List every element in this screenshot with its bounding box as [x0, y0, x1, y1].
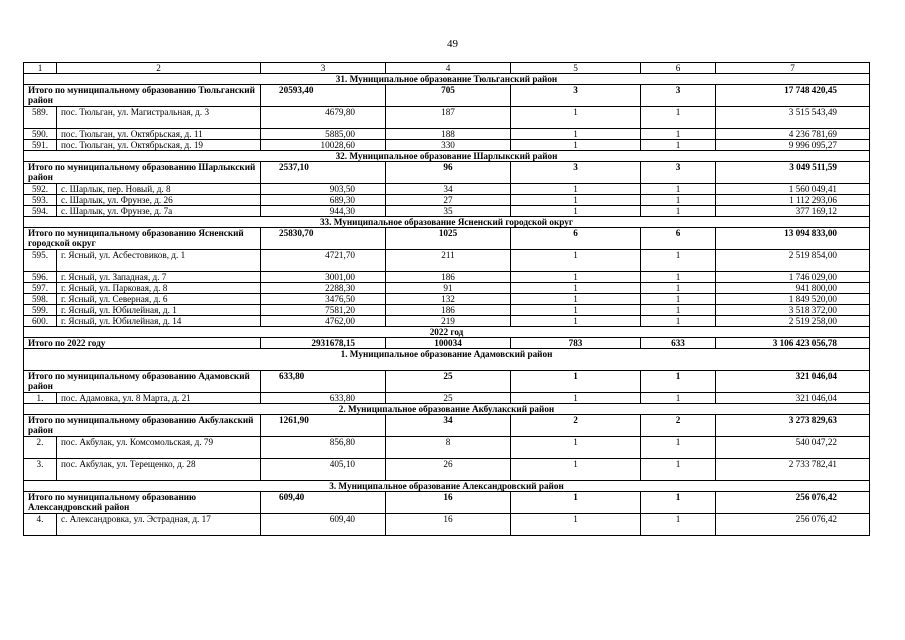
address-cell: г. Ясный, ул. Асбестовиков, д. 1 — [57, 250, 261, 272]
section-header-row — [24, 349, 870, 371]
row-number: 1. — [24, 393, 57, 404]
houses-cell: 1 — [511, 492, 641, 514]
table-row — [24, 294, 870, 305]
residents-cell: 100034 — [386, 338, 511, 349]
row-number: 597. — [24, 283, 57, 294]
area-cell: 689,30 — [261, 195, 386, 206]
table-row — [24, 459, 870, 481]
count-cell: 1 — [641, 250, 716, 272]
houses-cell: 1 — [511, 272, 641, 283]
cost-cell: 540 047,22 — [716, 437, 870, 459]
total-label: Итого по муниципальному образованию Адамовский район — [24, 371, 261, 393]
area-cell: 3476,50 — [261, 294, 386, 305]
count-cell: 1 — [641, 272, 716, 283]
count-cell: 6 — [641, 228, 716, 250]
houses-cell: 1 — [511, 459, 641, 481]
area-cell: 4721,70 — [261, 250, 386, 272]
houses-cell: 3 — [511, 85, 641, 107]
houses-cell: 1 — [511, 393, 641, 404]
row-number: 591. — [24, 140, 57, 151]
column-header: 6 — [641, 63, 716, 74]
table-row — [24, 272, 870, 283]
section-header-row — [24, 151, 870, 162]
residents-cell: 34 — [386, 415, 511, 437]
cost-cell: 2 519 854,00 — [716, 250, 870, 272]
subtotal-row — [24, 162, 870, 184]
cost-cell: 3 515 543,49 — [716, 107, 870, 129]
area-cell: 405,10 — [261, 459, 386, 481]
row-number: 600. — [24, 316, 57, 327]
residents-cell: 25 — [386, 393, 511, 404]
residents-cell: 187 — [386, 107, 511, 129]
column-header: 2 — [57, 63, 261, 74]
column-header: 4 — [386, 63, 511, 74]
cost-cell: 2 519 258,00 — [716, 316, 870, 327]
table-row — [24, 316, 870, 327]
table-row — [24, 250, 870, 272]
houses-cell: 2 — [511, 415, 641, 437]
section-header-row — [24, 74, 870, 85]
residents-cell: 705 — [386, 85, 511, 107]
table-row — [24, 129, 870, 140]
residents-cell: 16 — [386, 514, 511, 536]
cost-cell: 321 046,04 — [716, 371, 870, 393]
area-cell: 609,40 — [261, 514, 386, 536]
houses-cell: 1 — [511, 184, 641, 195]
count-cell: 1 — [641, 492, 716, 514]
houses-cell: 1 — [511, 294, 641, 305]
residents-cell: 186 — [386, 305, 511, 316]
area-cell: 1261,90 — [261, 415, 386, 437]
year-title: 2022 год — [24, 327, 870, 338]
address-cell: пос. Акбулак, ул. Терещенко, д. 28 — [57, 459, 261, 481]
total-label: Итого по муниципальному образованию Тюльганский район — [24, 85, 261, 107]
table-row — [24, 514, 870, 536]
subtotal-row — [24, 371, 870, 393]
houses-cell: 1 — [511, 316, 641, 327]
grand-total-row — [24, 338, 870, 349]
residents-cell: 27 — [386, 195, 511, 206]
year-header-row — [24, 327, 870, 338]
table-row — [24, 305, 870, 316]
section-title: 31. Муниципальное образование Тюльганский район — [24, 74, 870, 85]
cost-cell: 3 518 372,00 — [716, 305, 870, 316]
count-cell: 1 — [641, 294, 716, 305]
section-title: 33. Муниципальное образование Ясненский городской округ — [24, 217, 870, 228]
subtotal-row — [24, 492, 870, 514]
cost-cell: 3 049 511,59 — [716, 162, 870, 184]
cost-cell: 17 748 420,45 — [716, 85, 870, 107]
section-header-row — [24, 404, 870, 415]
houses-cell: 3 — [511, 162, 641, 184]
residents-cell: 8 — [386, 437, 511, 459]
table-row — [24, 283, 870, 294]
total-label: Итого по 2022 году — [24, 338, 261, 349]
address-cell: г. Ясный, ул. Западная, д. 7 — [57, 272, 261, 283]
area-cell: 20593,40 — [261, 85, 386, 107]
row-number: 2. — [24, 437, 57, 459]
area-cell: 903,50 — [261, 184, 386, 195]
area-cell: 2931678,15 — [261, 338, 386, 349]
residents-cell: 219 — [386, 316, 511, 327]
count-cell: 1 — [641, 206, 716, 217]
count-cell: 1 — [641, 514, 716, 536]
row-number: 593. — [24, 195, 57, 206]
area-cell: 4762,00 — [261, 316, 386, 327]
houses-cell: 1 — [511, 305, 641, 316]
table-body — [24, 63, 870, 536]
column-header: 7 — [716, 63, 870, 74]
section-title: 3. Муниципальное образование Александровский район — [24, 481, 870, 492]
section-title: 2. Муниципальное образование Акбулакский район — [24, 404, 870, 415]
cost-cell: 3 106 423 056,78 — [716, 338, 870, 349]
count-cell: 1 — [641, 129, 716, 140]
section-header-row — [24, 481, 870, 492]
address-cell: с. Шарлык, пер. Новый, д. 8 — [57, 184, 261, 195]
houses-cell: 1 — [511, 283, 641, 294]
subtotal-row — [24, 415, 870, 437]
cost-cell: 321 046,04 — [716, 393, 870, 404]
count-cell: 1 — [641, 371, 716, 393]
houses-cell: 1 — [511, 107, 641, 129]
total-label: Итого по муниципальному образованию Ясненский городской округ — [24, 228, 261, 250]
count-cell: 633 — [641, 338, 716, 349]
houses-cell: 1 — [511, 140, 641, 151]
area-cell: 944,30 — [261, 206, 386, 217]
residents-cell: 186 — [386, 272, 511, 283]
count-cell: 1 — [641, 459, 716, 481]
cost-cell: 3 273 829,63 — [716, 415, 870, 437]
address-cell: с. Шарлык, ул. Фрунзе, д. 26 — [57, 195, 261, 206]
houses-cell: 1 — [511, 514, 641, 536]
address-cell: г. Ясный, ул. Парковая, д. 8 — [57, 283, 261, 294]
houses-cell: 1 — [511, 129, 641, 140]
residents-cell: 211 — [386, 250, 511, 272]
houses-cell: 1 — [511, 437, 641, 459]
count-cell: 1 — [641, 195, 716, 206]
cost-cell: 4 236 781,69 — [716, 129, 870, 140]
column-header: 3 — [261, 63, 386, 74]
area-cell: 856,80 — [261, 437, 386, 459]
residents-cell: 132 — [386, 294, 511, 305]
residents-cell: 16 — [386, 492, 511, 514]
section-title: 32. Муниципальное образование Шарлыкский район — [24, 151, 870, 162]
residents-cell: 35 — [386, 206, 511, 217]
address-cell: с. Александровка, ул. Эстрадная, д. 17 — [57, 514, 261, 536]
row-number: 590. — [24, 129, 57, 140]
address-cell: пос. Адамовка, ул. 8 Марта, д. 21 — [57, 393, 261, 404]
total-label: Итого по муниципальному образованию Акбулакский район — [24, 415, 261, 437]
houses-cell: 783 — [511, 338, 641, 349]
cost-cell: 1 112 293,06 — [716, 195, 870, 206]
address-cell: г. Ясный, ул. Юбилейная, д. 14 — [57, 316, 261, 327]
row-number: 599. — [24, 305, 57, 316]
table-row — [24, 184, 870, 195]
residents-cell: 188 — [386, 129, 511, 140]
address-cell: пос. Тюльган, ул. Октябрьская, д. 19 — [57, 140, 261, 151]
houses-cell: 6 — [511, 228, 641, 250]
area-cell: 2537,10 — [261, 162, 386, 184]
row-number: 589. — [24, 107, 57, 129]
address-cell: пос. Тюльган, ул. Магистральная, д. 3 — [57, 107, 261, 129]
area-cell: 7581,20 — [261, 305, 386, 316]
cost-cell: 1 849 520,00 — [716, 294, 870, 305]
count-cell: 1 — [641, 393, 716, 404]
houses-cell: 1 — [511, 206, 641, 217]
residents-cell: 34 — [386, 184, 511, 195]
area-cell: 3001,00 — [261, 272, 386, 283]
total-label: Итого по муниципальному образованию Александровский район — [24, 492, 261, 514]
residents-cell: 25 — [386, 371, 511, 393]
count-cell: 1 — [641, 283, 716, 294]
total-label: Итого по муниципальному образованию Шарлыкский район — [24, 162, 261, 184]
row-number: 598. — [24, 294, 57, 305]
houses-cell: 1 — [511, 371, 641, 393]
area-cell: 2288,30 — [261, 283, 386, 294]
row-number: 594. — [24, 206, 57, 217]
residents-cell: 330 — [386, 140, 511, 151]
table-row — [24, 140, 870, 151]
cost-cell: 256 076,42 — [716, 492, 870, 514]
houses-cell: 1 — [511, 195, 641, 206]
cost-cell: 1 746 029,00 — [716, 272, 870, 283]
residents-cell: 26 — [386, 459, 511, 481]
column-header-row — [24, 63, 870, 74]
count-cell: 3 — [641, 162, 716, 184]
address-cell: с. Шарлык, ул. Фрунзе, д. 7а — [57, 206, 261, 217]
area-cell: 609,40 — [261, 492, 386, 514]
area-cell: 633,80 — [261, 393, 386, 404]
cost-cell: 13 094 833,00 — [716, 228, 870, 250]
table-row — [24, 195, 870, 206]
page-number: 49 — [447, 38, 458, 50]
data-table — [23, 62, 870, 536]
cost-cell: 941 800,00 — [716, 283, 870, 294]
count-cell: 3 — [641, 85, 716, 107]
count-cell: 2 — [641, 415, 716, 437]
section-title: 1. Муниципальное образование Адамовский район — [24, 349, 870, 371]
column-header: 1 — [24, 63, 57, 74]
table-row — [24, 107, 870, 129]
count-cell: 1 — [641, 305, 716, 316]
row-number: 4. — [24, 514, 57, 536]
houses-cell: 1 — [511, 250, 641, 272]
residents-cell: 1025 — [386, 228, 511, 250]
count-cell: 1 — [641, 437, 716, 459]
area-cell: 10028,60 — [261, 140, 386, 151]
row-number: 592. — [24, 184, 57, 195]
subtotal-row — [24, 228, 870, 250]
address-cell: пос. Тюльган, ул. Октябрьская, д. 11 — [57, 129, 261, 140]
row-number: 596. — [24, 272, 57, 283]
column-header: 5 — [511, 63, 641, 74]
address-cell: пос. Акбулак, ул. Комсомольская, д. 79 — [57, 437, 261, 459]
count-cell: 1 — [641, 107, 716, 129]
address-cell: г. Ясный, ул. Северная, д. 6 — [57, 294, 261, 305]
area-cell: 25830,70 — [261, 228, 386, 250]
cost-cell: 256 076,42 — [716, 514, 870, 536]
subtotal-row — [24, 85, 870, 107]
cost-cell: 377 169,12 — [716, 206, 870, 217]
row-number: 3. — [24, 459, 57, 481]
residents-cell: 91 — [386, 283, 511, 294]
row-number: 595. — [24, 250, 57, 272]
residents-cell: 96 — [386, 162, 511, 184]
count-cell: 1 — [641, 140, 716, 151]
address-cell: г. Ясный, ул. Юбилейная, д. 1 — [57, 305, 261, 316]
cost-cell: 1 560 049,41 — [716, 184, 870, 195]
table-row — [24, 393, 870, 404]
area-cell: 5885,00 — [261, 129, 386, 140]
count-cell: 1 — [641, 184, 716, 195]
area-cell: 4679,80 — [261, 107, 386, 129]
section-header-row — [24, 217, 870, 228]
table-row — [24, 206, 870, 217]
area-cell: 633,80 — [261, 371, 386, 393]
table-row — [24, 437, 870, 459]
cost-cell: 9 996 095,27 — [716, 140, 870, 151]
count-cell: 1 — [641, 316, 716, 327]
cost-cell: 2 733 782,41 — [716, 459, 870, 481]
